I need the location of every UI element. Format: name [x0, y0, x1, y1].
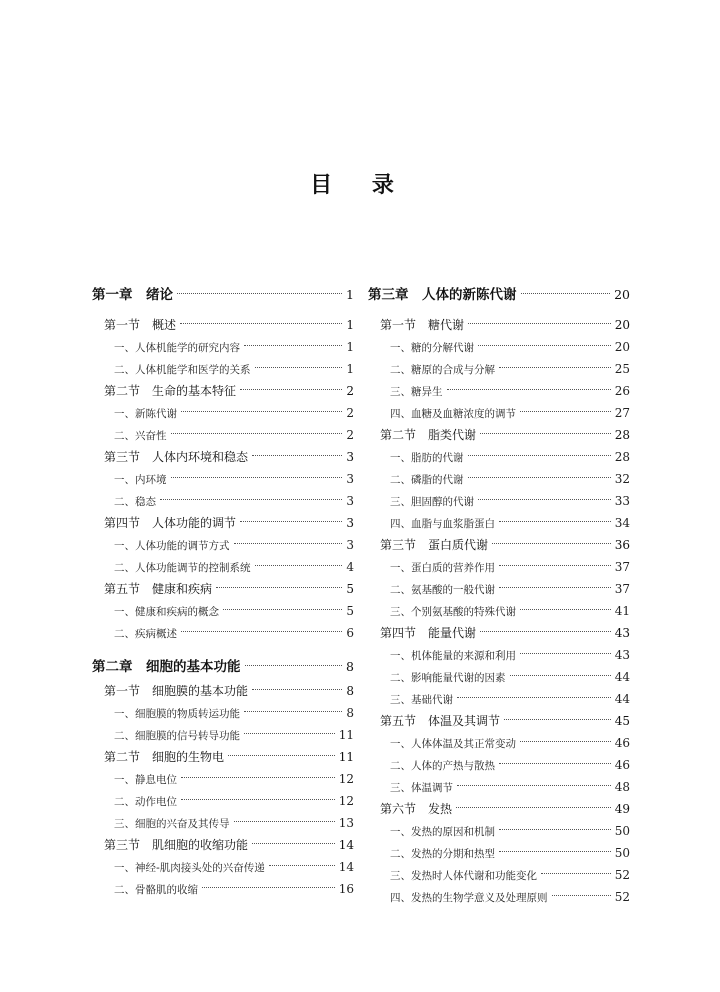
dot-leader: [541, 873, 611, 874]
toc-chapter-label: 第二章 细胞的基本功能: [92, 659, 241, 675]
dot-leader: [240, 521, 342, 522]
dot-leader: [520, 741, 611, 742]
dot-leader: [255, 565, 343, 566]
toc-section-entry: [92, 446, 354, 468]
toc-item-entry: [368, 776, 630, 798]
toc-item-entry: [92, 702, 354, 724]
dot-leader: [216, 587, 342, 588]
toc-item-label: 二、影响能量代谢的因素: [390, 672, 506, 684]
page-number: 3: [346, 450, 354, 464]
toc-item-label: 一、神经-肌肉接头处的兴奋传递: [114, 862, 265, 874]
page-number: 16: [338, 882, 354, 896]
dot-leader: [240, 389, 342, 390]
page-number: 52: [614, 890, 630, 904]
toc-section-label: 第六节 发热: [380, 802, 453, 816]
dot-leader: [492, 543, 611, 544]
toc-item-entry: [92, 878, 354, 900]
dot-leader: [447, 389, 611, 390]
toc-item-label: 二、人体的产热与散热: [390, 760, 495, 772]
dot-leader: [504, 719, 611, 720]
dot-leader: [245, 665, 343, 666]
toc-right-column: [368, 282, 630, 908]
toc-left-column: [92, 282, 354, 900]
page-number: 12: [338, 794, 354, 808]
toc-item-entry: [368, 446, 630, 468]
toc-section-label: 第四节 人体功能的调节: [104, 516, 237, 530]
toc-item-label: 一、发热的原因和机制: [390, 826, 495, 838]
toc-item-entry: [368, 402, 630, 424]
page-number: 43: [614, 648, 630, 662]
page-number: 25: [614, 362, 630, 376]
toc-item-label: 二、磷脂的代谢: [390, 474, 464, 486]
page-number: 8: [346, 684, 354, 698]
toc-item-entry: [368, 688, 630, 710]
dot-leader: [510, 675, 611, 676]
page-number: 45: [614, 714, 630, 728]
dot-leader: [520, 653, 611, 654]
toc-item-entry: [92, 600, 354, 622]
page-number: 13: [338, 816, 354, 830]
toc-section-entry: [368, 534, 630, 556]
dot-leader: [457, 785, 611, 786]
toc-section-entry: [368, 710, 630, 732]
toc-item-label: 一、内环境: [114, 474, 167, 486]
dot-leader: [181, 411, 342, 412]
toc-section-entry: [92, 746, 354, 768]
dot-leader: [499, 829, 611, 830]
toc-item-label: 四、发热的生物学意义及处理原则: [390, 892, 548, 904]
page-number: 50: [614, 846, 630, 860]
page-number: 37: [614, 560, 630, 574]
dot-leader: [252, 843, 335, 844]
page-number: 20: [614, 318, 630, 332]
toc-section-label: 第一节 糖代谢: [380, 318, 465, 332]
page-number: 46: [614, 736, 630, 750]
page-number: 34: [614, 516, 630, 530]
toc-item-entry: [368, 732, 630, 754]
toc-item-label: 四、血糖及血糖浓度的调节: [390, 408, 516, 420]
toc-item-entry: [368, 336, 630, 358]
toc-item-label: 一、机体能量的来源和利用: [390, 650, 516, 662]
dot-leader: [202, 887, 335, 888]
page-number: 20: [614, 287, 630, 302]
toc-section-label: 第三节 肌细胞的收缩功能: [104, 838, 249, 852]
toc-item-entry: [92, 468, 354, 490]
dot-leader: [478, 499, 611, 500]
toc-section-label: 第二节 生命的基本特征: [104, 384, 237, 398]
dot-leader: [252, 689, 342, 690]
dot-leader: [499, 587, 611, 588]
dot-leader: [499, 763, 611, 764]
toc-item-label: 二、兴奋性: [114, 430, 167, 442]
toc-item-entry: [92, 812, 354, 834]
page-number: 3: [346, 494, 354, 508]
toc-section-entry: [92, 314, 354, 336]
toc-item-label: 一、人体体温及其正常变动: [390, 738, 516, 750]
toc-item-label: 一、人体机能学的研究内容: [114, 342, 240, 354]
toc-item-entry: [92, 790, 354, 812]
toc-item-entry: [92, 856, 354, 878]
page-number: 20: [614, 340, 630, 354]
toc-chapter-entry: [92, 282, 354, 308]
page-number: 48: [614, 780, 630, 794]
dot-leader: [223, 609, 342, 610]
dot-leader: [552, 895, 611, 896]
page-number: 1: [346, 362, 354, 376]
toc-item-label: 二、动作电位: [114, 796, 177, 808]
toc-section-label: 第一节 细胞膜的基本功能: [104, 684, 249, 698]
toc-item-label: 一、人体功能的调节方式: [114, 540, 230, 552]
toc-item-entry: [368, 754, 630, 776]
page-number: 44: [614, 670, 630, 684]
toc-section-entry: [368, 622, 630, 644]
page-number: 49: [614, 802, 630, 816]
page-number: 2: [346, 406, 354, 420]
toc-item-label: 二、骨骼肌的收缩: [114, 884, 198, 896]
toc-item-entry: [368, 358, 630, 380]
toc-item-entry: [92, 534, 354, 556]
dot-leader: [456, 807, 611, 808]
toc-section-label: 第一节 概述: [104, 318, 177, 332]
page-title: 目 录: [310, 172, 410, 198]
toc-section-entry: [92, 512, 354, 534]
dot-leader: [181, 777, 335, 778]
toc-section-label: 第五节 体温及其调节: [380, 714, 501, 728]
dot-leader: [244, 345, 342, 346]
toc-item-entry: [92, 358, 354, 380]
page-number: 37: [614, 582, 630, 596]
page-number: 2: [346, 384, 354, 398]
toc-section-label: 第三节 蛋白质代谢: [380, 538, 489, 552]
page-number: 5: [346, 604, 354, 618]
dot-leader: [171, 477, 343, 478]
dot-leader: [234, 543, 343, 544]
dot-leader: [480, 433, 611, 434]
toc-item-entry: [368, 820, 630, 842]
toc-item-label: 三、胆固醇的代谢: [390, 496, 474, 508]
page-number: 32: [614, 472, 630, 486]
toc-item-entry: [92, 556, 354, 578]
dot-leader: [177, 293, 342, 294]
toc-section-label: 第五节 健康和疾病: [104, 582, 213, 596]
dot-leader: [499, 367, 611, 368]
toc-chapter-entry: [368, 282, 630, 308]
toc-item-label: 二、稳态: [114, 496, 156, 508]
dot-leader: [160, 499, 342, 500]
page-number: 1: [346, 318, 354, 332]
dot-leader: [234, 821, 335, 822]
toc-section-entry: [92, 578, 354, 600]
toc-section-entry: [92, 834, 354, 856]
toc-item-entry: [368, 578, 630, 600]
dot-leader: [255, 367, 343, 368]
dot-leader: [521, 293, 611, 294]
toc-chapter-label: 第一章 绪论: [92, 287, 173, 303]
dot-leader: [228, 755, 335, 756]
page-number: 1: [346, 340, 354, 354]
toc-item-entry: [92, 402, 354, 424]
toc-item-label: 一、健康和疾病的概念: [114, 606, 219, 618]
page-number: 12: [338, 772, 354, 786]
page-number: 46: [614, 758, 630, 772]
toc-chapter-label: 第三章 人体的新陈代谢: [368, 287, 517, 303]
toc-item-entry: [368, 666, 630, 688]
page-number: 27: [614, 406, 630, 420]
toc-item-label: 一、新陈代谢: [114, 408, 177, 420]
toc-section-entry: [368, 314, 630, 336]
dot-leader: [181, 631, 342, 632]
page-number: 4: [346, 560, 354, 574]
toc-item-entry: [368, 512, 630, 534]
page-number: 14: [338, 838, 354, 852]
toc-item-label: 二、糖原的合成与分解: [390, 364, 495, 376]
dot-leader: [499, 521, 611, 522]
toc-item-entry: [92, 424, 354, 446]
toc-item-label: 一、蛋白质的营养作用: [390, 562, 495, 574]
dot-leader: [480, 631, 611, 632]
page-number: 3: [346, 472, 354, 486]
toc-item-label: 一、糖的分解代谢: [390, 342, 474, 354]
toc-item-label: 三、糖异生: [390, 386, 443, 398]
toc-item-entry: [92, 490, 354, 512]
dot-leader: [457, 697, 611, 698]
dot-leader: [468, 477, 611, 478]
toc-item-label: 二、人体功能调节的控制系统: [114, 562, 251, 574]
toc-item-entry: [92, 622, 354, 644]
dot-leader: [468, 455, 611, 456]
dot-leader: [244, 733, 335, 734]
toc-item-label: 二、细胞膜的信号转导功能: [114, 730, 240, 742]
page-number: 44: [614, 692, 630, 706]
toc-item-label: 三、体温调节: [390, 782, 453, 794]
page-number: 50: [614, 824, 630, 838]
page-number: 5: [346, 582, 354, 596]
toc-item-label: 二、氨基酸的一般代谢: [390, 584, 495, 596]
toc-section-label: 第三节 人体内环境和稳态: [104, 450, 249, 464]
page-number: 11: [338, 750, 354, 764]
page-number: 26: [614, 384, 630, 398]
toc-section-entry: [368, 424, 630, 446]
page-number: 3: [346, 538, 354, 552]
dot-leader: [499, 851, 611, 852]
page-number: 33: [614, 494, 630, 508]
toc-item-entry: [368, 468, 630, 490]
page-number: 3: [346, 516, 354, 530]
toc-item-entry: [92, 336, 354, 358]
toc-item-label: 二、发热的分期和热型: [390, 848, 495, 860]
page-number: 1: [346, 287, 354, 302]
dot-leader: [499, 565, 611, 566]
dot-leader: [171, 433, 343, 434]
toc-item-label: 三、细胞的兴奋及其传导: [114, 818, 230, 830]
page-number: 41: [614, 604, 630, 618]
page-number: 36: [614, 538, 630, 552]
page-number: 28: [614, 428, 630, 442]
toc-item-label: 三、发热时人体代谢和功能变化: [390, 870, 537, 882]
toc-section-entry: [368, 798, 630, 820]
toc-item-label: 三、基础代谢: [390, 694, 453, 706]
toc-item-entry: [368, 490, 630, 512]
toc-item-entry: [368, 644, 630, 666]
page-number: 52: [614, 868, 630, 882]
page-number: 11: [338, 728, 354, 742]
toc-item-entry: [368, 864, 630, 886]
page-number: 6: [346, 626, 354, 640]
toc-section-label: 第二节 细胞的生物电: [104, 750, 225, 764]
toc-item-entry: [368, 600, 630, 622]
toc-chapter-entry: [92, 654, 354, 680]
toc-item-entry: [368, 556, 630, 578]
dot-leader: [180, 323, 342, 324]
dot-leader: [520, 609, 611, 610]
dot-leader: [520, 411, 611, 412]
toc-item-entry: [92, 768, 354, 790]
toc-section-label: 第四节 能量代谢: [380, 626, 477, 640]
dot-leader: [478, 345, 611, 346]
toc-item-label: 一、细胞膜的物质转运功能: [114, 708, 240, 720]
page-number: 8: [346, 659, 354, 674]
toc-item-label: 一、脂肪的代谢: [390, 452, 464, 464]
toc-item-label: 三、个别氨基酸的特殊代谢: [390, 606, 516, 618]
toc-section-label: 第二节 脂类代谢: [380, 428, 477, 442]
dot-leader: [252, 455, 342, 456]
toc-item-label: 一、静息电位: [114, 774, 177, 786]
page-number: 2: [346, 428, 354, 442]
toc-section-entry: [92, 680, 354, 702]
toc-item-label: 四、血脂与血浆脂蛋白: [390, 518, 495, 530]
toc-item-entry: [368, 380, 630, 402]
toc-section-entry: [92, 380, 354, 402]
toc-item-entry: [368, 842, 630, 864]
dot-leader: [181, 799, 335, 800]
dot-leader: [468, 323, 611, 324]
toc-item-entry: [92, 724, 354, 746]
toc-item-entry: [368, 886, 630, 908]
page-number: 43: [614, 626, 630, 640]
page-number: 14: [338, 860, 354, 874]
dot-leader: [244, 711, 342, 712]
page-number: 28: [614, 450, 630, 464]
toc-item-label: 二、人体机能学和医学的关系: [114, 364, 251, 376]
page-number: 8: [346, 706, 354, 720]
toc-item-label: 二、疾病概述: [114, 628, 177, 640]
dot-leader: [269, 865, 335, 866]
